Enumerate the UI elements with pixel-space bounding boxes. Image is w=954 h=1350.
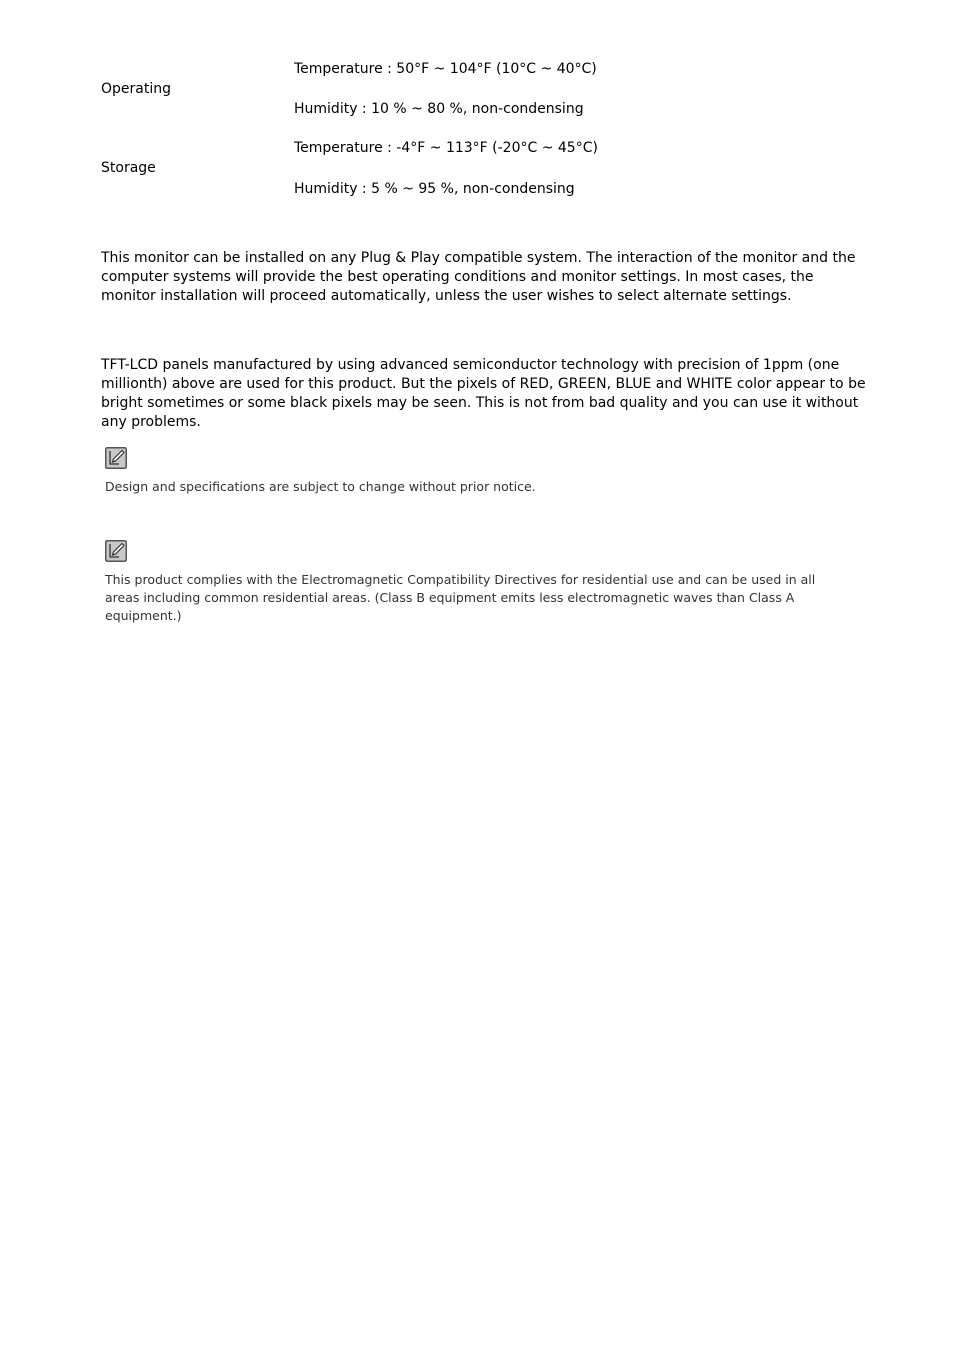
note-text: Design and specifications are subject to change without prior notice. [105,479,536,494]
storage-temperature: Temperature : -4°F ~ 113°F (-20°C ~ 45°C) [294,140,598,156]
operating-label: Operating [101,81,171,97]
storage-label: Storage [101,160,156,176]
plug-and-play-paragraph: This monitor can be installed on any Plug & Play compatible system. The interaction of the monitor and the computer systems will provide the best operating conditions and monitor settings. In most cases, the monitor installation will proceed automatically, unless the user wishes to select alternate settings. [101,250,856,304]
operating-humidity: Humidity : 10 % ~ 80 %, non-condensing [294,101,584,117]
operating-temperature: Temperature : 50°F ~ 104°F (10°C ~ 40°C) [294,61,597,77]
note-pencil-icon [105,447,127,469]
note-text: This product complies with the Electromagnetic Compatibility Directives for residential use and can be used in all areas including common residential areas. (Class B equipment emits less electromagnetic waves than Class A equipment.) [105,572,816,623]
note-pencil-icon [105,540,127,562]
pixel-quality-paragraph: TFT-LCD panels manufactured by using advanced semiconductor technology with precision of 1ppm (one millionth) above are used for this product. But the pixels of RED, GREEN, BLUE and WHITE color appear to be bright sometimes or some black pixels may be seen. This is not from bad quality and you can use it without any problems. [101,357,866,430]
storage-humidity: Humidity : 5 % ~ 95 %, non-condensing [294,181,575,197]
